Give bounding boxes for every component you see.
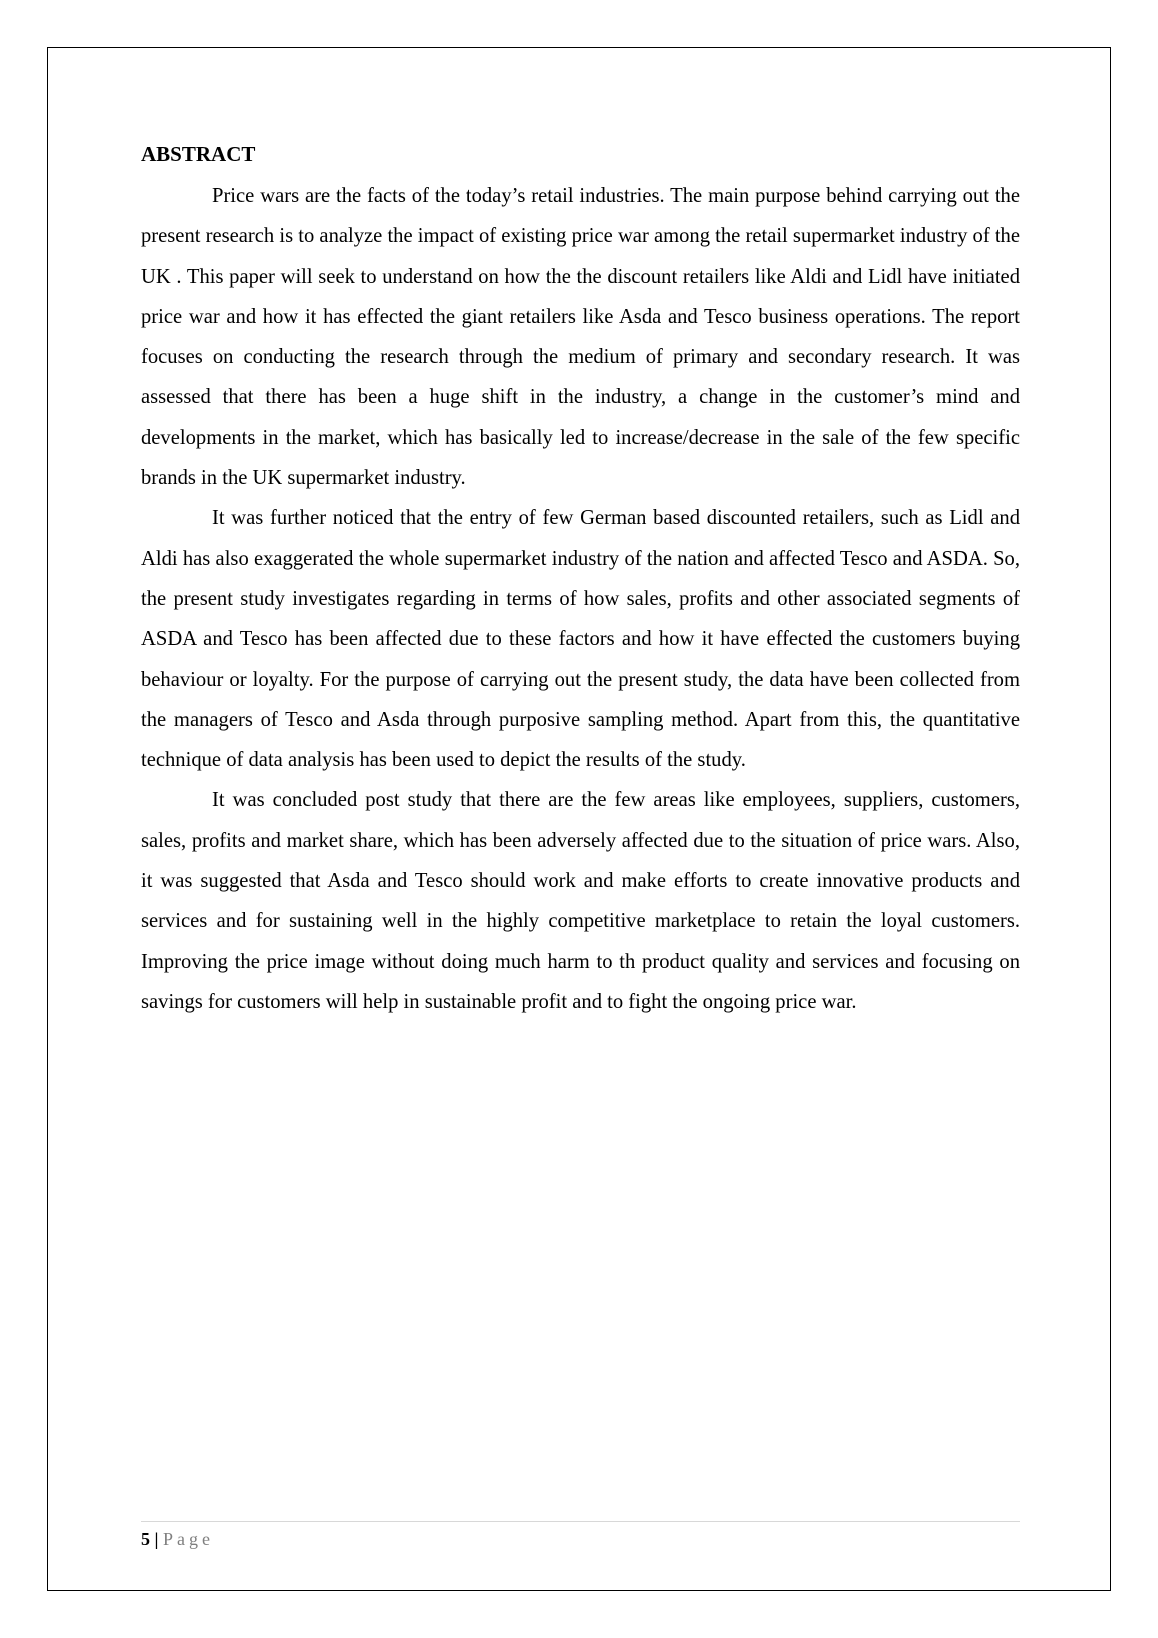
abstract-paragraph-1: Price wars are the facts of the today’s retail industries. The main purpose behind carrying out the present research is to analyze the impact of existing price war among the retail supermarket industry of the UK . This paper will seek to understand on how the the discount retailers like Aldi and Lidl have initiated price war and how it has effected the giant retailers like Asda and Tesco business operations. The report focuses on conducting the research through the medium of primary and secondary research. It was assessed that there has been a huge shift in the industry, a change in the customer’s mind and developments in the market, which has basically led to increase/decrease in the sale of the few specific brands in the UK supermarket industry. xyxy=(141,185,1020,490)
document-body xyxy=(141,136,1020,1022)
page-number: 5 xyxy=(141,1529,150,1549)
abstract-heading: ABSTRACT xyxy=(141,142,256,166)
abstract-paragraph-2: It was further noticed that the entry of few German based discounted retailers, such as Lidl and Aldi has also exaggerated the whole supermarket industry of the nation and affected Tesco and ASDA. So, the present study investigates regarding in terms of how sales, profits and other associated segments of ASDA and Tesco has been affected due to these factors and how it have effected the customers buying behaviour or loyalty. For the purpose of carrying out the present study, the data have been collected from the managers of Tesco and Asda through purposive sampling method. Apart from this, the quantitative technique of data analysis has been used to depict the results of the study. xyxy=(141,507,1020,772)
footer-divider xyxy=(141,1521,1020,1522)
page-footer xyxy=(141,1527,214,1551)
footer-separator: | xyxy=(154,1529,159,1549)
page-label: Page xyxy=(162,1529,214,1549)
abstract-paragraph-3: It was concluded post study that there are the few areas like employees, suppliers, customers, sales, profits and market share, which has been adversely affected due to the situation of price wars. Also, it was suggested that Asda and Tesco should work and make efforts to create innovative products and services and for sustaining well in the highly competitive marketplace to retain the loyal customers. Improving the price image without doing much harm to th product quality and services and focusing on savings for customers will help in sustainable profit and to fight the ongoing price war. xyxy=(141,789,1020,1013)
